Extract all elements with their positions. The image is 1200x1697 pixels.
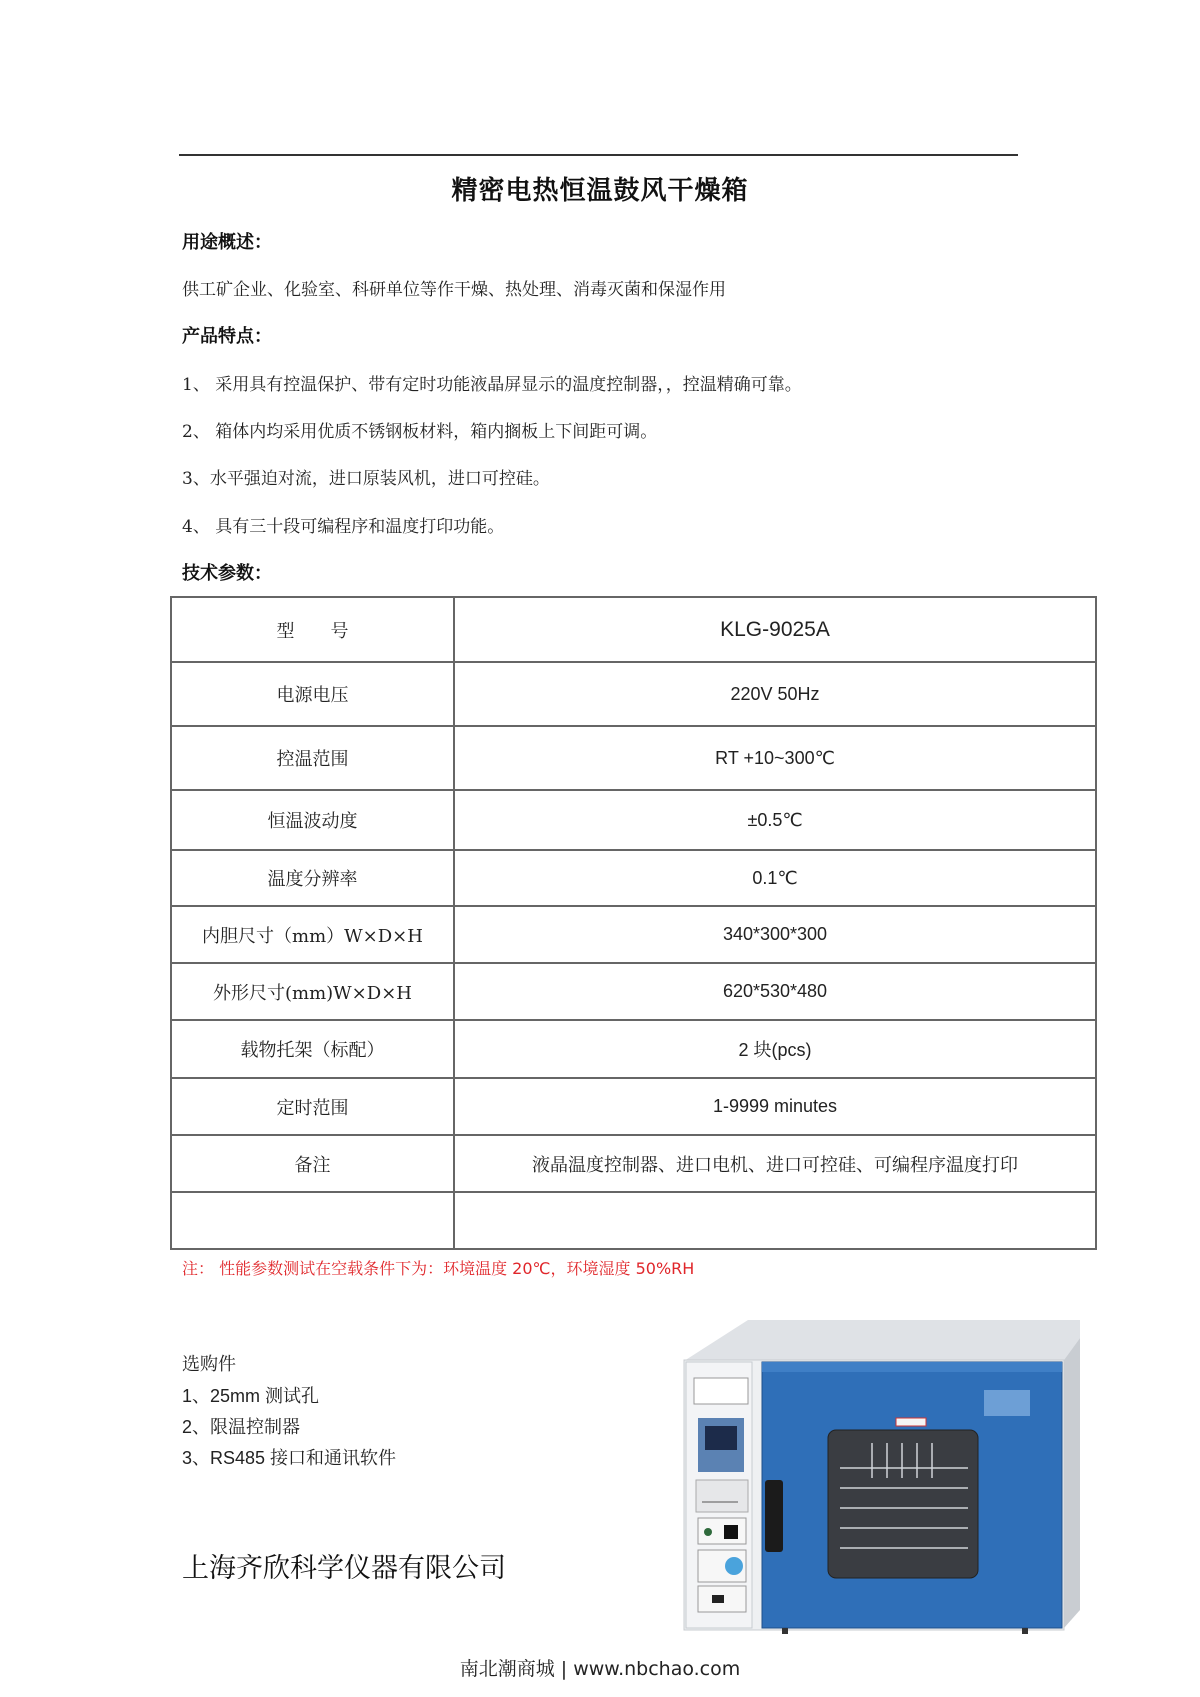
spec-value: 0.1℃ xyxy=(454,850,1096,906)
table-row xyxy=(171,597,1096,662)
feature-item: 2、 箱体内均采用优质不锈钢板材料，箱内搁板上下间距可调。 xyxy=(182,422,658,442)
spec-label: 外形尺寸(mm)W×D×H xyxy=(171,963,454,1020)
option-item: 3、RS485 接口和通讯软件 xyxy=(182,1448,397,1468)
table-row xyxy=(171,963,1096,1020)
spec-value: 液晶温度控制器、进口电机、进口可控硅、可编程序温度打印 xyxy=(454,1135,1096,1192)
feature-item: 4、 具有三十段可编程序和温度打印功能。 xyxy=(182,517,505,537)
spec-value: 620*530*480 xyxy=(454,963,1096,1020)
spec-value: 220V 50Hz xyxy=(454,662,1096,726)
option-item: 2、限温控制器 xyxy=(182,1417,301,1437)
options-heading: 选购件 xyxy=(182,1354,236,1374)
spec-value: 340*300*300 xyxy=(454,906,1096,963)
specs-heading: 技术参数： xyxy=(182,563,272,584)
product-image xyxy=(672,1318,1082,1638)
spec-label: 恒温波动度 xyxy=(171,790,454,850)
table-row xyxy=(171,1135,1096,1192)
usage-heading: 用途概述： xyxy=(182,232,272,253)
spec-label xyxy=(171,1192,454,1249)
table-row xyxy=(171,850,1096,906)
spec-value: ±0.5℃ xyxy=(454,790,1096,850)
spec-label: 控温范围 xyxy=(171,726,454,790)
table-row xyxy=(171,1192,1096,1249)
spec-label: 电源电压 xyxy=(171,662,454,726)
feature-item: 1、 采用具有控温保护、带有定时功能液晶屏显示的温度控制器，，控温精确可靠。 xyxy=(182,375,802,395)
table-row xyxy=(171,1078,1096,1135)
table-row xyxy=(171,1020,1096,1078)
spec-label: 定时范围 xyxy=(171,1078,454,1135)
footer-site-link[interactable]: 南北潮商城 | www.nbchao.com xyxy=(459,1658,741,1680)
company-name: 上海齐欣科学仪器有限公司 xyxy=(182,1553,506,1584)
table-row xyxy=(171,662,1096,726)
spec-value: KLG-9025A xyxy=(454,597,1096,662)
test-conditions-note: 注： 性能参数测试在空载条件下为：环境温度 20℃，环境湿度 50%RH xyxy=(182,1259,695,1278)
features-heading: 产品特点： xyxy=(182,326,272,347)
page-title: 精密电热恒温鼓风干燥箱 xyxy=(451,176,749,206)
option-item: 1、25mm 测试孔 xyxy=(182,1386,320,1406)
spec-label: 温度分辨率 xyxy=(171,850,454,906)
table-row xyxy=(171,906,1096,963)
table-row xyxy=(171,726,1096,790)
spec-table xyxy=(170,596,1097,1250)
usage-text: 供工矿企业、化验室、科研单位等作干燥、热处理、消毒灭菌和保湿作用 xyxy=(182,280,726,300)
spec-value: 1-9999 minutes xyxy=(454,1078,1096,1135)
feature-item: 3、水平强迫对流，进口原装风机，进口可控硅。 xyxy=(182,469,550,489)
spec-value: RT +10~300℃ xyxy=(454,726,1096,790)
spec-label: 内胆尺寸（mm）W×D×H xyxy=(171,906,454,963)
header-rule xyxy=(179,154,1018,156)
spec-value: 2 块(pcs) xyxy=(454,1020,1096,1078)
spec-value xyxy=(454,1192,1096,1249)
spec-label: 型 号 xyxy=(171,597,454,662)
table-row xyxy=(171,790,1096,850)
spec-label: 载物托架（标配） xyxy=(171,1020,454,1078)
spec-label: 备注 xyxy=(171,1135,454,1192)
